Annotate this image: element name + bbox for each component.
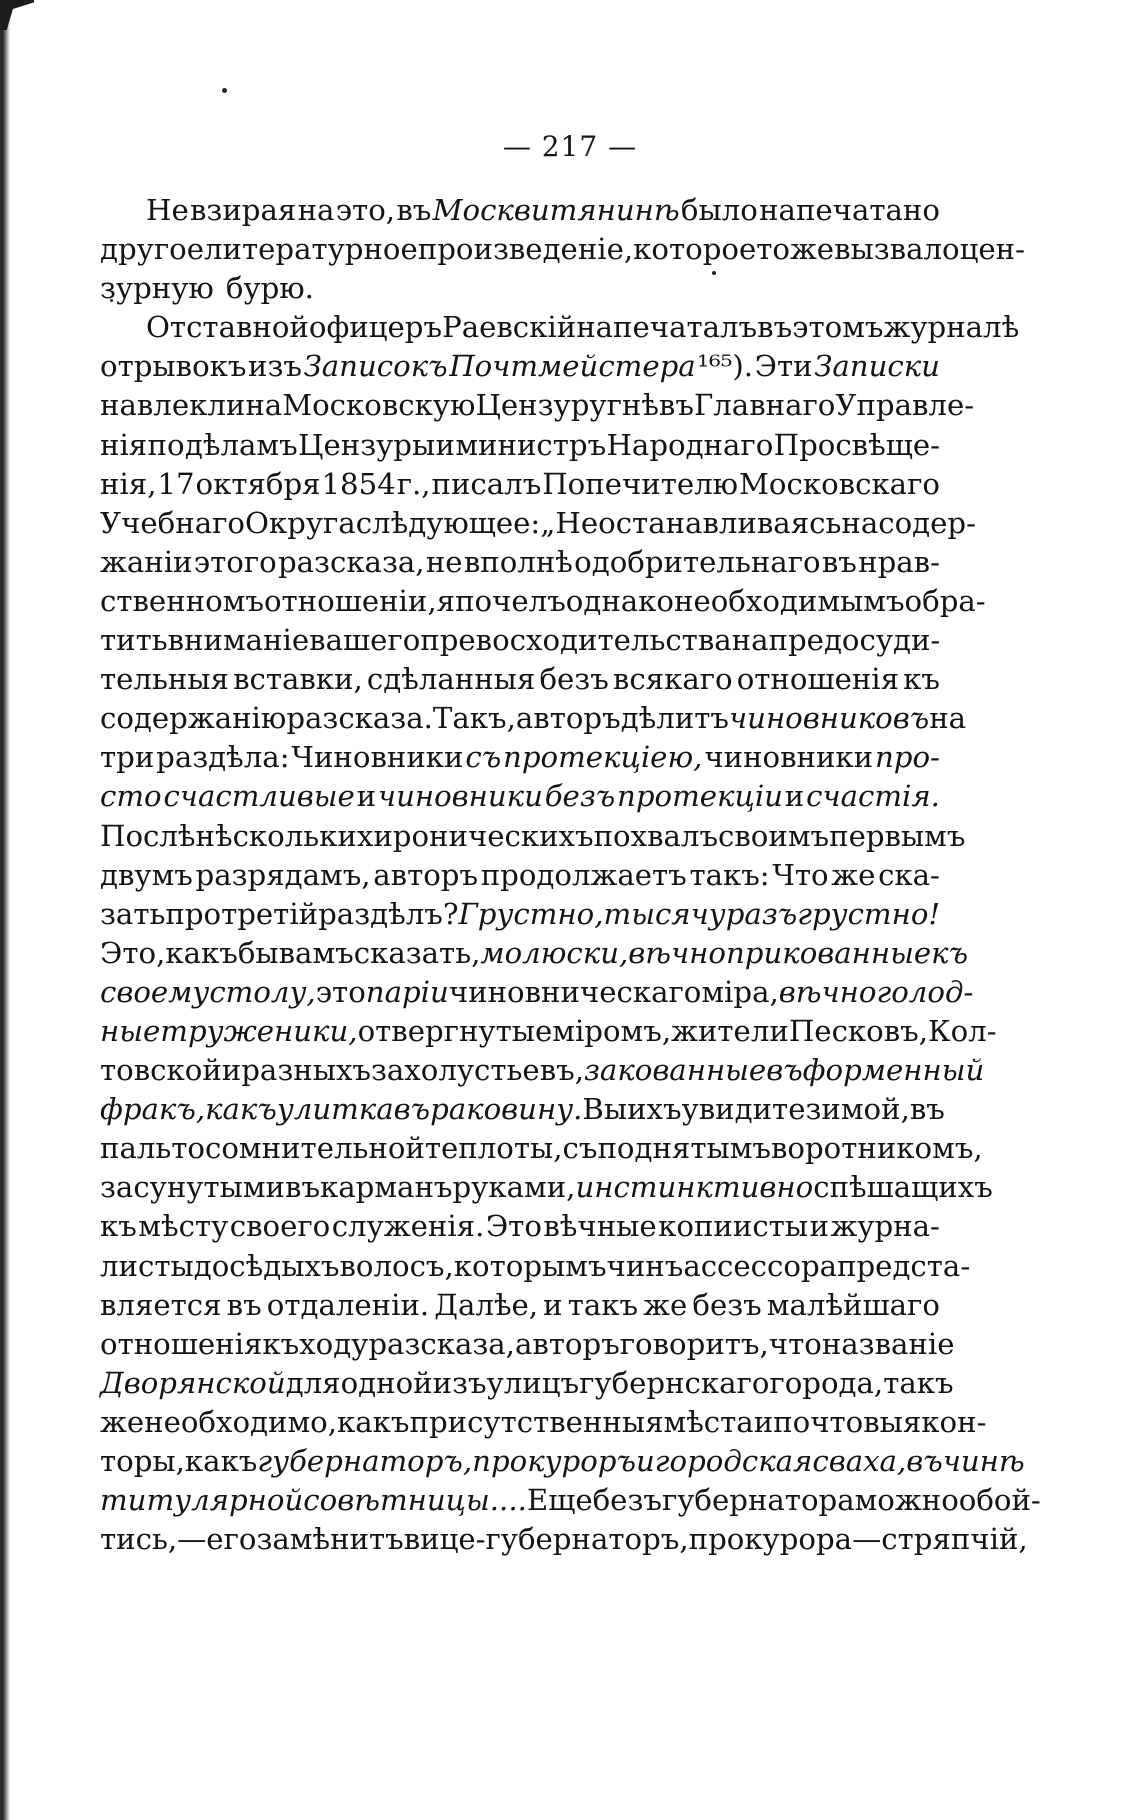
word: ироническихъ bbox=[373, 818, 594, 853]
word: улитка bbox=[276, 1092, 394, 1127]
word: засунутыми bbox=[100, 1170, 286, 1205]
word: своего bbox=[229, 1209, 331, 1244]
word: зурную bbox=[100, 271, 214, 306]
word: необходимымъ bbox=[674, 583, 905, 618]
word: Это bbox=[485, 1209, 542, 1244]
word: Песковъ, bbox=[788, 1013, 929, 1048]
word: Грустно, bbox=[458, 896, 604, 931]
word: листы bbox=[100, 1248, 194, 1283]
word: какъ bbox=[337, 1404, 410, 1439]
word: про- bbox=[875, 740, 940, 775]
word: произведеніе, bbox=[417, 232, 634, 267]
word: Записокъ bbox=[303, 349, 448, 384]
word: обра- bbox=[904, 583, 986, 618]
word: необходимо, bbox=[144, 1404, 338, 1439]
word: сдѣланныя bbox=[366, 662, 536, 697]
word: и bbox=[753, 1404, 774, 1439]
word: обой- bbox=[958, 1483, 1041, 1518]
word: разныхъ bbox=[241, 1053, 371, 1088]
word: я bbox=[436, 583, 456, 618]
word: вполнѣ bbox=[463, 544, 573, 579]
word: разсказа, bbox=[277, 544, 425, 579]
word: Кол- bbox=[928, 1013, 997, 1048]
word: грустно! bbox=[797, 896, 941, 931]
text-line bbox=[100, 1090, 945, 1129]
word: Послѣ bbox=[100, 818, 196, 853]
word: вѣчные bbox=[543, 1209, 657, 1244]
word: прокурора—стряпчій, bbox=[688, 1522, 1028, 1557]
word: Цензуру bbox=[475, 388, 607, 423]
word: и bbox=[221, 1053, 242, 1088]
word: это bbox=[315, 974, 366, 1009]
word: ассессора bbox=[683, 1248, 838, 1283]
word: отвергнутые bbox=[357, 1013, 553, 1048]
word: Главнаго bbox=[693, 388, 836, 423]
text-line bbox=[100, 426, 940, 465]
word: нѣскольких bbox=[195, 818, 374, 853]
word: тысячу bbox=[603, 896, 726, 931]
word: паріи bbox=[365, 974, 449, 1009]
text-line bbox=[100, 1442, 1025, 1481]
word: ные bbox=[100, 1013, 161, 1048]
word: къ bbox=[931, 935, 969, 970]
word: говоритъ, bbox=[619, 1326, 769, 1361]
word: инстинктивно bbox=[575, 1170, 814, 1205]
word: руками, bbox=[452, 1170, 576, 1205]
word: двумъ bbox=[100, 857, 193, 892]
word: міра, bbox=[701, 974, 779, 1009]
word: напечаталъ bbox=[576, 310, 758, 345]
word: на bbox=[731, 623, 769, 658]
text-line bbox=[100, 895, 940, 934]
word: же bbox=[100, 1404, 145, 1439]
word: отношенія bbox=[736, 662, 900, 697]
word: прокуроръ bbox=[472, 1444, 636, 1478]
word: дѣламъ bbox=[184, 427, 298, 462]
text-line bbox=[100, 465, 940, 504]
word: до bbox=[193, 1248, 230, 1283]
word: нрав- bbox=[858, 544, 940, 579]
text-line bbox=[100, 230, 1025, 269]
word: Раевскій bbox=[442, 310, 577, 345]
word: названіе bbox=[821, 1326, 955, 1361]
word: протекціею, bbox=[503, 740, 703, 775]
word: форменный bbox=[802, 1053, 985, 1088]
word: къ bbox=[262, 1326, 300, 1361]
word: пальто bbox=[100, 1131, 206, 1166]
word: въ bbox=[909, 1092, 945, 1127]
word: поднятымъ bbox=[597, 1131, 771, 1166]
word: увидите bbox=[681, 1092, 806, 1127]
word: товской bbox=[100, 1053, 222, 1088]
word: малѣйшаго bbox=[766, 1287, 940, 1322]
text-line bbox=[100, 1129, 983, 1168]
word: безъ bbox=[592, 1483, 662, 1518]
word: воротникомъ, bbox=[770, 1131, 983, 1166]
text-line bbox=[100, 777, 940, 816]
word: же bbox=[831, 857, 876, 892]
word: нія, bbox=[100, 466, 157, 501]
word: на bbox=[245, 388, 283, 423]
word: сѣдыхъ bbox=[229, 1248, 340, 1283]
word: 1854 bbox=[321, 466, 396, 501]
word: авторъ bbox=[515, 701, 621, 736]
word: журналѣ bbox=[883, 310, 1020, 345]
word: такъ: bbox=[689, 857, 770, 892]
text-line bbox=[100, 386, 975, 425]
word: бурю. bbox=[225, 271, 314, 306]
word: сваха, bbox=[812, 1444, 907, 1478]
word: губернскаго bbox=[579, 1365, 770, 1400]
word: губернатора bbox=[661, 1483, 855, 1518]
word: Это, bbox=[100, 935, 166, 970]
word: Попечителю bbox=[542, 466, 739, 501]
word: Не bbox=[146, 193, 189, 227]
word: вице-губернаторъ, bbox=[403, 1522, 689, 1557]
word: служенія. bbox=[331, 1209, 485, 1244]
word: титулярной bbox=[100, 1483, 304, 1518]
word: совѣтницы.... bbox=[303, 1483, 527, 1518]
word: гнѣвъ bbox=[606, 388, 694, 423]
word: на bbox=[297, 193, 335, 227]
word: вашего bbox=[309, 623, 421, 658]
word: безъ bbox=[544, 779, 616, 814]
word: вамъ bbox=[278, 935, 354, 970]
text-line bbox=[100, 1403, 987, 1442]
text-line bbox=[100, 1364, 954, 1403]
word: другое bbox=[100, 232, 204, 267]
word: Учебнаго bbox=[100, 505, 245, 540]
word: нія bbox=[100, 427, 148, 462]
text-line bbox=[100, 973, 974, 1012]
word: закованные bbox=[584, 1053, 767, 1088]
text-line bbox=[100, 1286, 940, 1325]
word: какъ bbox=[165, 935, 238, 970]
word: литературное bbox=[203, 232, 418, 267]
word: губернаторъ, bbox=[257, 1444, 473, 1478]
word: вѣчно bbox=[628, 935, 726, 970]
text-line bbox=[100, 1012, 997, 1051]
word: къ bbox=[903, 662, 940, 697]
word: и bbox=[784, 779, 805, 814]
word: предста- bbox=[837, 1248, 971, 1283]
word: присутственныя bbox=[409, 1404, 664, 1439]
word: взирая bbox=[190, 193, 297, 227]
text-line bbox=[100, 856, 940, 895]
word: Такъ, bbox=[432, 701, 516, 736]
word: отношенія bbox=[100, 1326, 263, 1361]
word: Управле- bbox=[835, 388, 975, 423]
word: безъ bbox=[539, 662, 609, 697]
word: протекціи bbox=[617, 779, 783, 814]
word: для bbox=[285, 1365, 341, 1400]
word: про bbox=[165, 896, 222, 931]
word: такъ bbox=[883, 1365, 954, 1400]
word: Вы bbox=[582, 1092, 628, 1127]
word: октября bbox=[195, 466, 321, 501]
word: чиновники bbox=[377, 779, 543, 814]
word: на bbox=[841, 505, 879, 540]
word: тоже bbox=[756, 232, 835, 267]
word: своимъ bbox=[718, 818, 830, 853]
word: что bbox=[768, 1326, 822, 1361]
word: слѣдующее: bbox=[355, 505, 541, 540]
word: которымъ bbox=[453, 1248, 607, 1283]
word: превосходительства bbox=[420, 623, 732, 658]
word: города, bbox=[769, 1365, 884, 1400]
word: вниманіе bbox=[167, 623, 310, 658]
word: раковину. bbox=[430, 1092, 583, 1127]
word: Просвѣще- bbox=[773, 427, 940, 462]
word: изъ bbox=[248, 349, 302, 384]
word: на bbox=[929, 701, 967, 736]
ink-speck bbox=[222, 88, 227, 93]
word: этого bbox=[193, 544, 277, 579]
word: въ bbox=[285, 1170, 321, 1205]
word: похвалъ bbox=[593, 818, 719, 853]
word: своему bbox=[100, 974, 210, 1009]
text-line bbox=[100, 738, 940, 777]
word: замѣнитъ bbox=[256, 1522, 404, 1557]
word: и bbox=[356, 779, 377, 814]
word: тить bbox=[100, 623, 168, 658]
word: съ bbox=[562, 1131, 598, 1166]
word: Отставной bbox=[146, 310, 309, 345]
word: почтовыя bbox=[773, 1404, 922, 1439]
word: Еще bbox=[526, 1483, 593, 1518]
word: Записки bbox=[814, 349, 940, 384]
word: въ bbox=[393, 1092, 431, 1127]
word: разъ bbox=[725, 896, 798, 931]
word: отдаленіи. bbox=[266, 1287, 430, 1322]
word: всякаго bbox=[612, 662, 733, 697]
word: чиновники bbox=[704, 740, 874, 775]
word: въ bbox=[757, 310, 793, 345]
word: было bbox=[680, 193, 758, 227]
word: вѣчно bbox=[778, 974, 877, 1009]
text-line bbox=[100, 1168, 993, 1207]
word: вставки, bbox=[233, 662, 363, 697]
word: 17 bbox=[157, 466, 195, 501]
word: Что bbox=[772, 857, 829, 892]
word: карманъ bbox=[320, 1170, 453, 1205]
word: въ bbox=[226, 1287, 262, 1322]
word: городская bbox=[654, 1444, 813, 1478]
word: министръ bbox=[455, 427, 607, 462]
word: содержанію bbox=[100, 701, 287, 736]
word: міромъ, bbox=[552, 1013, 672, 1048]
text-line bbox=[100, 1481, 1041, 1520]
word: журна- bbox=[830, 1209, 940, 1244]
scan-left-edge bbox=[0, 0, 10, 1820]
text-line bbox=[100, 621, 940, 660]
word: захолустьевъ, bbox=[370, 1053, 584, 1088]
word: которое bbox=[633, 232, 757, 267]
word: теплоты, bbox=[424, 1131, 563, 1166]
word: какъ bbox=[184, 1444, 258, 1478]
text-line bbox=[100, 699, 967, 738]
word: волосъ, bbox=[339, 1248, 454, 1283]
word: ходу bbox=[299, 1326, 369, 1361]
word: это, bbox=[335, 193, 396, 227]
text-line bbox=[100, 817, 966, 856]
word: не bbox=[425, 544, 463, 579]
word: молюски, bbox=[480, 935, 629, 970]
word: Округа bbox=[244, 505, 356, 540]
word: по bbox=[147, 427, 185, 462]
text-line bbox=[100, 934, 969, 973]
word: счастія. bbox=[806, 779, 940, 814]
word: труженики, bbox=[160, 1013, 358, 1048]
word: и bbox=[809, 1209, 829, 1244]
word: „Не bbox=[540, 505, 599, 540]
word: Цензуры bbox=[298, 427, 436, 462]
word: бы bbox=[237, 935, 279, 970]
text-line bbox=[100, 582, 986, 621]
text-line bbox=[100, 1207, 940, 1246]
word: Эти bbox=[754, 349, 813, 384]
word: дѣлитъ bbox=[620, 701, 729, 736]
scan-corner-mark bbox=[0, 0, 34, 30]
word: спѣшащихъ bbox=[813, 1170, 993, 1205]
word: г., bbox=[396, 466, 431, 501]
word: разсказа, bbox=[368, 1326, 515, 1361]
word: ¹⁶⁵). bbox=[697, 349, 754, 384]
text-line bbox=[100, 1325, 955, 1364]
word: въ bbox=[766, 1053, 803, 1088]
word: жители bbox=[671, 1013, 789, 1048]
word: ихъ bbox=[627, 1092, 682, 1127]
word: ственномъ bbox=[100, 583, 264, 618]
word: авторъ bbox=[373, 857, 479, 892]
word: изъ bbox=[432, 1365, 487, 1400]
word: предосуди- bbox=[768, 623, 941, 658]
word: счастливые bbox=[163, 779, 355, 814]
word: Далѣе, bbox=[434, 1287, 539, 1322]
word: сомнительной bbox=[205, 1131, 425, 1166]
text-line bbox=[100, 347, 940, 386]
page-number: — 217 — bbox=[502, 130, 638, 163]
word: чиновниковъ bbox=[728, 701, 930, 736]
word: ска- bbox=[878, 857, 940, 892]
word: чиновническаго bbox=[448, 974, 702, 1009]
word: съ bbox=[465, 740, 502, 775]
word: продолжаетъ bbox=[480, 857, 687, 892]
word: вызвало bbox=[834, 232, 960, 267]
word: раздѣлъ? bbox=[318, 896, 459, 931]
text-line bbox=[100, 269, 940, 308]
word: сказать, bbox=[353, 935, 481, 970]
text-line bbox=[100, 308, 1020, 347]
word: и bbox=[635, 1444, 655, 1478]
word: въ bbox=[396, 193, 432, 227]
text-line bbox=[100, 1051, 985, 1090]
word: офицеръ bbox=[308, 310, 443, 345]
word: Московскаго bbox=[739, 466, 940, 501]
word: и bbox=[543, 1287, 563, 1322]
word: третій bbox=[221, 896, 319, 931]
word: чинъ bbox=[606, 1248, 684, 1283]
word: раздѣла: bbox=[156, 740, 290, 775]
word: одобрительнаго bbox=[574, 544, 821, 579]
word: Народнаго bbox=[606, 427, 774, 462]
word: Почтмейстера bbox=[449, 349, 696, 384]
text-line bbox=[100, 1247, 971, 1286]
word: фракъ, bbox=[100, 1092, 206, 1127]
word: же bbox=[643, 1287, 688, 1322]
word: къ bbox=[100, 1209, 137, 1244]
word: три bbox=[100, 740, 155, 775]
word: Москвитянинѣ bbox=[432, 193, 680, 227]
word: тельныя bbox=[100, 662, 229, 697]
word: Чиновники bbox=[291, 740, 464, 775]
word: чинѣ bbox=[942, 1444, 1025, 1478]
text-line bbox=[100, 504, 976, 543]
word: напечатано bbox=[759, 193, 940, 227]
word: отношеніи, bbox=[263, 583, 437, 618]
word: авторъ bbox=[514, 1326, 620, 1361]
word: мѣсту bbox=[138, 1209, 229, 1244]
word: такъ bbox=[567, 1287, 639, 1322]
word: тись,—его bbox=[100, 1522, 257, 1557]
body-text bbox=[100, 191, 1041, 1559]
word: Дворянской bbox=[100, 1365, 286, 1400]
word: этомъ bbox=[792, 310, 884, 345]
word: можно bbox=[854, 1483, 959, 1518]
word: копиисты bbox=[658, 1209, 809, 1244]
word: голод- bbox=[876, 974, 974, 1009]
word: разсказа. bbox=[286, 701, 433, 736]
word: въ bbox=[821, 544, 857, 579]
word: торы, bbox=[100, 1444, 185, 1478]
word: разрядамъ, bbox=[195, 857, 371, 892]
word: останавливаясь bbox=[598, 505, 842, 540]
word: почелъ bbox=[455, 583, 566, 618]
word: сто bbox=[100, 779, 162, 814]
word: вляется bbox=[100, 1287, 222, 1322]
text-line bbox=[100, 1520, 1028, 1559]
word: безъ bbox=[692, 1287, 762, 1322]
text-line bbox=[100, 660, 940, 699]
word: прикованные bbox=[725, 935, 932, 970]
word: отрывокъ bbox=[100, 349, 247, 384]
word: столу, bbox=[209, 974, 316, 1009]
word: однако bbox=[565, 583, 674, 618]
word: цен- bbox=[959, 232, 1025, 267]
word: Московскую bbox=[282, 388, 476, 423]
word: первымъ bbox=[829, 818, 966, 853]
word: зать bbox=[100, 896, 166, 931]
word: какъ bbox=[205, 1092, 277, 1127]
text-line bbox=[100, 543, 940, 582]
word: и bbox=[435, 427, 455, 462]
word: въ bbox=[906, 1444, 943, 1478]
word: мѣста bbox=[663, 1404, 754, 1439]
word: навлекли bbox=[100, 388, 246, 423]
word: писалъ bbox=[431, 466, 542, 501]
word: улицъ bbox=[486, 1365, 580, 1400]
word: кон- bbox=[921, 1404, 987, 1439]
word: зимой, bbox=[805, 1092, 910, 1127]
word: жаніи bbox=[100, 544, 193, 579]
word: одной bbox=[340, 1365, 433, 1400]
word: содер- bbox=[878, 505, 976, 540]
text-line bbox=[100, 191, 940, 230]
